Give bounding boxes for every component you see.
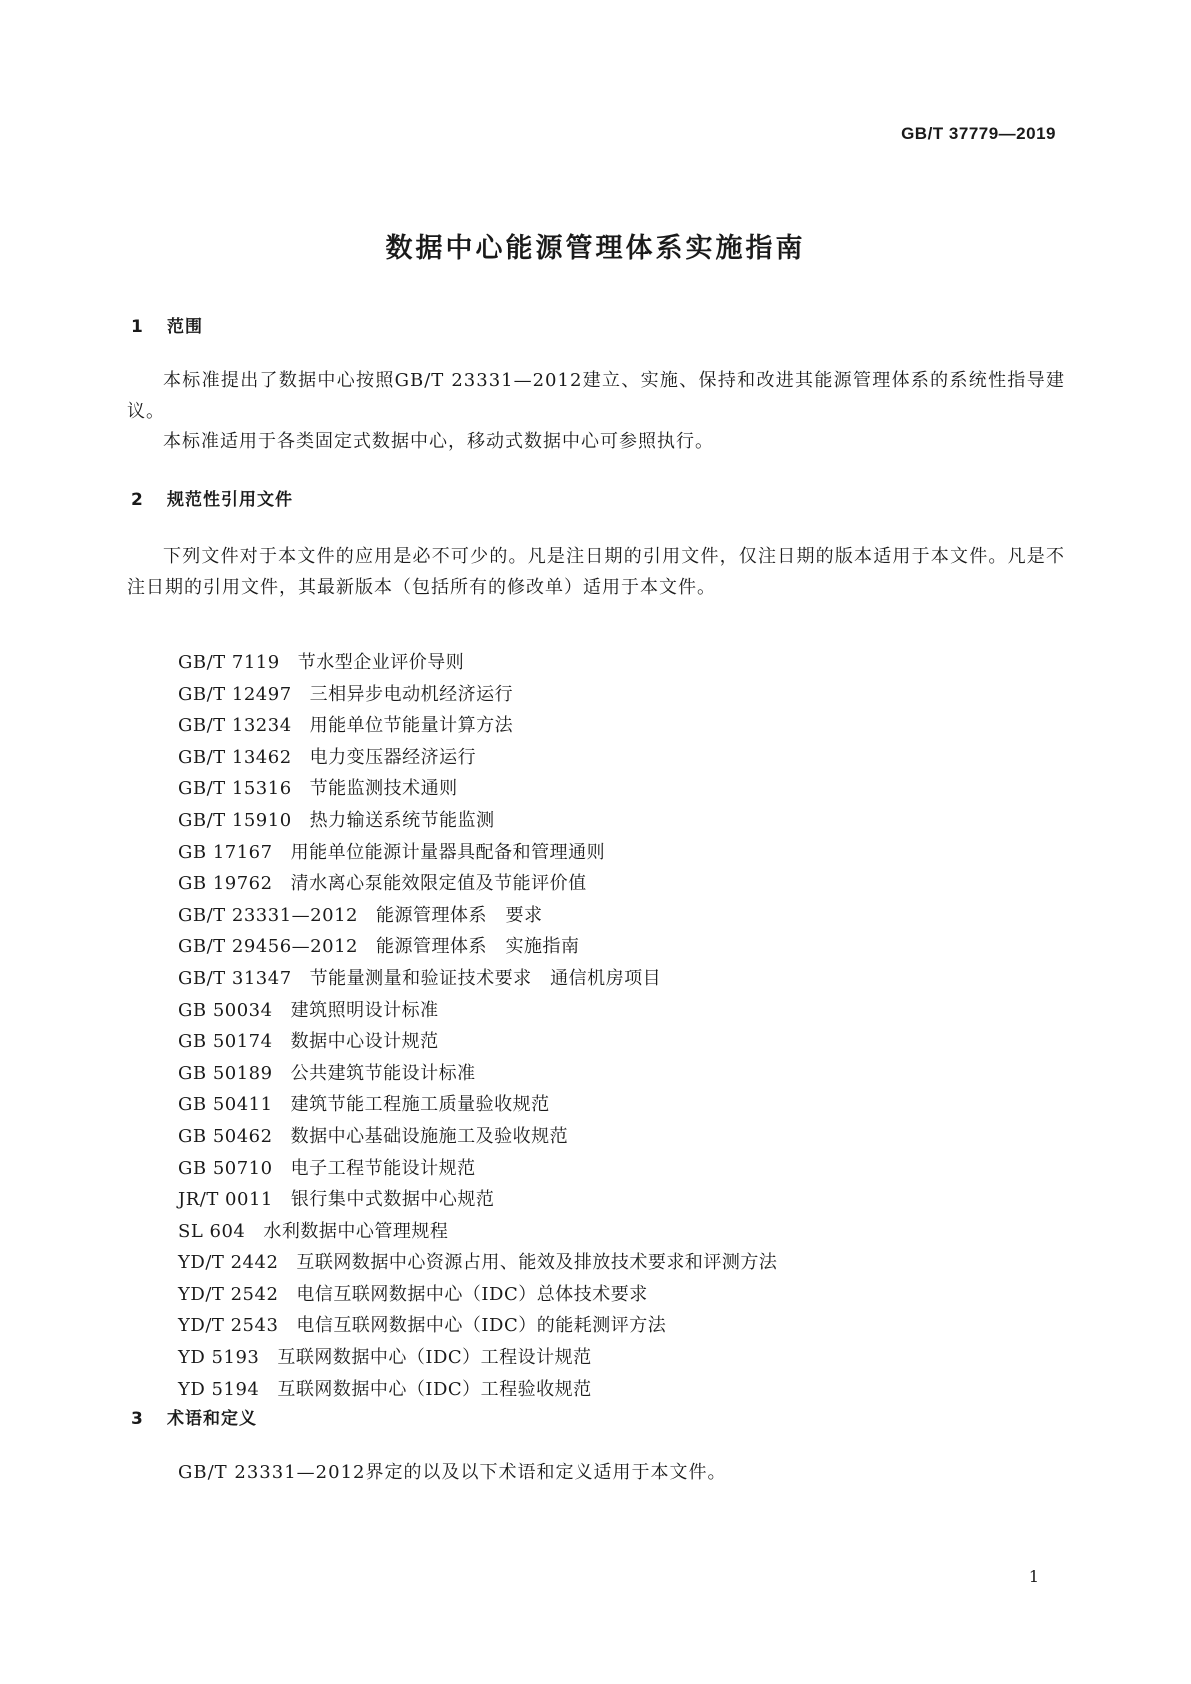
reference-code: GB 50710 xyxy=(178,1157,273,1179)
reference-code: YD 5194 xyxy=(178,1378,260,1400)
section-3-paragraph: GB/T 23331—2012界定的以及以下术语和定义适用于本文件。 xyxy=(178,1462,727,1483)
reference-code: GB/T 29456—2012 xyxy=(178,936,358,958)
reference-title: 能源管理体系 实施指南 xyxy=(375,936,580,958)
list-item xyxy=(178,1310,777,1342)
list-item xyxy=(178,679,777,711)
reference-code: GB/T 7119 xyxy=(178,652,280,673)
list-item xyxy=(178,1342,777,1374)
reference-title: 清水离心泵能效限定值及节能评价值 xyxy=(290,873,587,895)
reference-title: 互联网数据中心（IDC）工程验收规范 xyxy=(277,1378,592,1400)
reference-code: SL 604 xyxy=(178,1220,246,1242)
reference-title: 互联网数据中心资源占用、能效及排放技术要求和评测方法 xyxy=(296,1252,778,1274)
reference-code: GB/T 31347 xyxy=(178,967,292,989)
list-item xyxy=(178,1153,777,1185)
reference-title: 热力输送系统节能监测 xyxy=(309,809,495,831)
list-item xyxy=(178,900,777,932)
reference-title: 节能量测量和验证技术要求 通信机房项目 xyxy=(309,967,662,989)
section-number: 3 xyxy=(131,1409,144,1429)
list-item xyxy=(178,1279,777,1311)
reference-title: 三相异步电动机经济运行 xyxy=(309,683,514,705)
section-1-heading xyxy=(131,312,203,337)
section-title: 术语和定义 xyxy=(167,1409,257,1429)
list-item xyxy=(178,1247,777,1279)
section-title: 规范性引用文件 xyxy=(167,490,293,510)
list-item xyxy=(178,1184,777,1216)
standard-code: GB/T 37779—2019 xyxy=(901,124,1056,143)
list-item xyxy=(178,1374,777,1406)
reference-title: 电子工程节能设计规范 xyxy=(290,1157,476,1179)
list-item xyxy=(178,742,777,774)
section-title: 范围 xyxy=(167,317,203,337)
reference-code: YD/T 2442 xyxy=(178,1252,279,1274)
list-item xyxy=(178,1089,777,1121)
reference-title: 能源管理体系 要求 xyxy=(375,904,543,926)
reference-code: YD/T 2542 xyxy=(178,1283,279,1305)
reference-title: 建筑节能工程施工质量验收规范 xyxy=(290,1094,550,1116)
reference-title: 公共建筑节能设计标准 xyxy=(290,1062,476,1084)
reference-title: 电力变压器经济运行 xyxy=(309,746,477,768)
list-item xyxy=(178,805,777,837)
reference-title: 节能监测技术通则 xyxy=(309,778,458,800)
list-item xyxy=(178,963,777,995)
section-number: 2 xyxy=(131,490,144,510)
reference-code: JR/T 0011 xyxy=(178,1189,273,1211)
reference-code: GB/T 15910 xyxy=(178,809,292,831)
reference-title: 互联网数据中心（IDC）工程设计规范 xyxy=(277,1347,592,1369)
reference-title: 节水型企业评价导则 xyxy=(297,652,465,673)
reference-code: YD 5193 xyxy=(178,1347,260,1369)
page-number: 1 xyxy=(1028,1567,1039,1586)
list-item xyxy=(178,647,777,679)
list-item xyxy=(178,837,777,869)
section-1-paragraph-2: 本标准适用于各类固定式数据中心，移动式数据中心可参照执行。 xyxy=(163,431,714,452)
list-item xyxy=(178,1026,777,1058)
reference-code: GB 50411 xyxy=(178,1094,273,1116)
reference-title: 建筑照明设计标准 xyxy=(290,999,439,1021)
list-item xyxy=(178,710,777,742)
reference-title: 用能单位节能量计算方法 xyxy=(309,715,514,737)
list-item xyxy=(178,1216,777,1248)
reference-title: 银行集中式数据中心规范 xyxy=(290,1189,495,1211)
section-2-intro: 下列文件对于本文件的应用是必不可少的。凡是注日期的引用文件，仅注日期的版本适用于本文件。凡是不注日期的引用文件，其最新版本（包括所有的修改单）适用于本文件。 xyxy=(127,546,1065,598)
list-item xyxy=(178,995,777,1027)
list-item xyxy=(178,931,777,963)
reference-code: GB 50462 xyxy=(178,1125,273,1147)
reference-title: 数据中心设计规范 xyxy=(290,1031,439,1053)
section-3-heading xyxy=(131,1404,257,1429)
reference-code: GB 19762 xyxy=(178,873,273,895)
reference-code: GB/T 12497 xyxy=(178,683,292,705)
document-title: 数据中心能源管理体系实施指南 xyxy=(385,233,806,264)
reference-code: GB 17167 xyxy=(178,841,273,863)
reference-list xyxy=(178,647,777,1405)
reference-title: 水利数据中心管理规程 xyxy=(263,1220,449,1242)
section-1-paragraph-1: 本标准提出了数据中心按照GB/T 23331—2012建立、实施、保持和改进其能源管理体系的系统性指导建议。 xyxy=(127,370,1065,422)
list-item xyxy=(178,773,777,805)
reference-code: GB/T 15316 xyxy=(178,778,292,800)
reference-title: 数据中心基础设施施工及验收规范 xyxy=(290,1125,569,1147)
reference-code: GB/T 13462 xyxy=(178,746,292,768)
reference-code: GB/T 13234 xyxy=(178,715,292,737)
reference-code: GB 50034 xyxy=(178,999,273,1021)
reference-title: 电信互联网数据中心（IDC）总体技术要求 xyxy=(296,1283,648,1305)
reference-code: GB/T 23331—2012 xyxy=(178,904,358,926)
list-item xyxy=(178,868,777,900)
section-number: 1 xyxy=(131,317,144,337)
list-item xyxy=(178,1058,777,1090)
reference-title: 用能单位能源计量器具配备和管理通则 xyxy=(290,841,606,863)
reference-title: 电信互联网数据中心（IDC）的能耗测评方法 xyxy=(296,1315,667,1337)
section-2-heading xyxy=(131,485,293,510)
reference-code: GB 50189 xyxy=(178,1062,273,1084)
reference-code: GB 50174 xyxy=(178,1031,273,1053)
list-item xyxy=(178,1121,777,1153)
reference-code: YD/T 2543 xyxy=(178,1315,279,1337)
